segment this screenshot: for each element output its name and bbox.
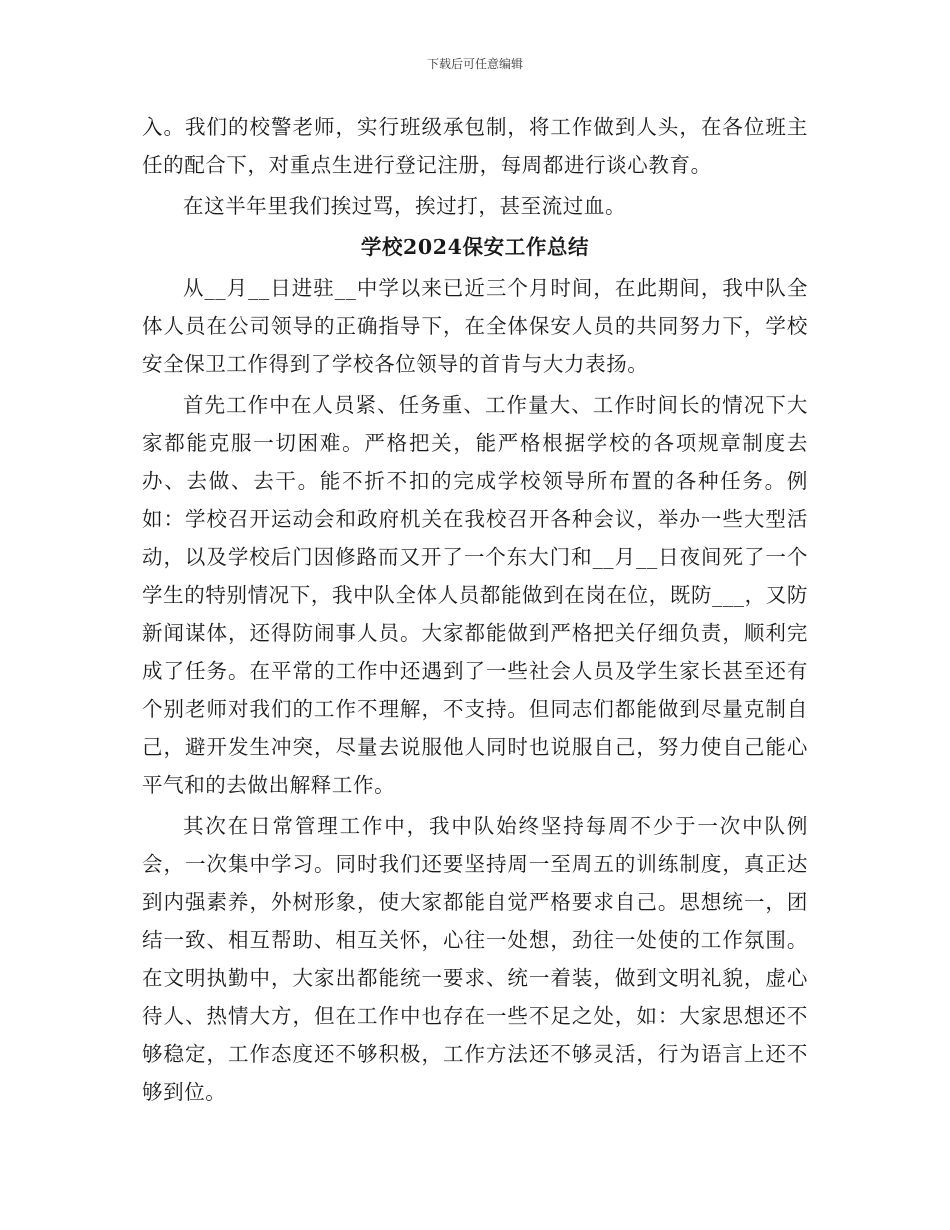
paragraph-first: 首先工作中在人员紧、任务重、工作量大、工作时间长的情况下大家都能克服一切困难。严格把关，能严格根据学校的各项规章制度去办、去做、去干。能不折不扣的完成学校领导所布置的各种任务。例如：学校召开运动会和政府机关在我校召开各种会议，举办一些大型活动，以及学校后门因修路而又开了一个东大门和__月__日夜间死了一个学生的特别情况下，我中队全体人员都能做到在岗在位，既防___，又防新闻谋体，还得防闹事人员。大家都能做到严格把关仔细负责，顺利完成了任务。在平常的工作中还遇到了一些社会人员及学生家长甚至还有个别老师对我们的工作不理解，不支持。但同志们都能做到尽量克制自己，避开发生冲突，尽量去说服他人同时也说服自己，努力使自己能心平气和的去做出解释工作。 — [142, 393, 808, 797]
paragraph-half-year: 在这半年里我们挨过骂，挨过打，甚至流过血。 — [183, 194, 627, 218]
paragraph-intro: 从__月__日进驻__中学以来已近三个月时间，在此期间，我中队全体人员在公司领导的正确指导下，在全体保安人员的共同努力下，学校安全保卫工作得到了学校各位领导的首肯与大力表扬。 — [142, 276, 808, 376]
document-body — [142, 108, 808, 1114]
page-header-note: 下载后可任意编辑 — [426, 57, 523, 71]
paragraph-continuation: 入。我们的校警老师，实行班级承包制，将工作做到人头，在各位班主任的配合下，对重点生进行登记注册，每周都进行谈心教育。 — [142, 115, 808, 177]
paragraph-second: 其次在日常管理工作中，我中队始终坚持每周不少于一次中队例会，一次集中学习。同时我们还要坚持周一至周五的训练制度，真正达到内强素养，外树形象，使大家都能自觉严格要求自己。思想统一，团结一致、相互帮助、相互关怀，心往一处想，劲往一处使的工作氛围。在文明执勤中，大家出都能统一要求、统一着装，做到文明礼貌，虚心待人、热情大方，但在工作中也存在一些不足之处，如：大家思想还不够稳定，工作态度还不够积极，工作方法还不够灵活，行为语言上还不够到位。 — [142, 814, 808, 1104]
document-title: 学校2024保安工作总结 — [360, 235, 590, 259]
